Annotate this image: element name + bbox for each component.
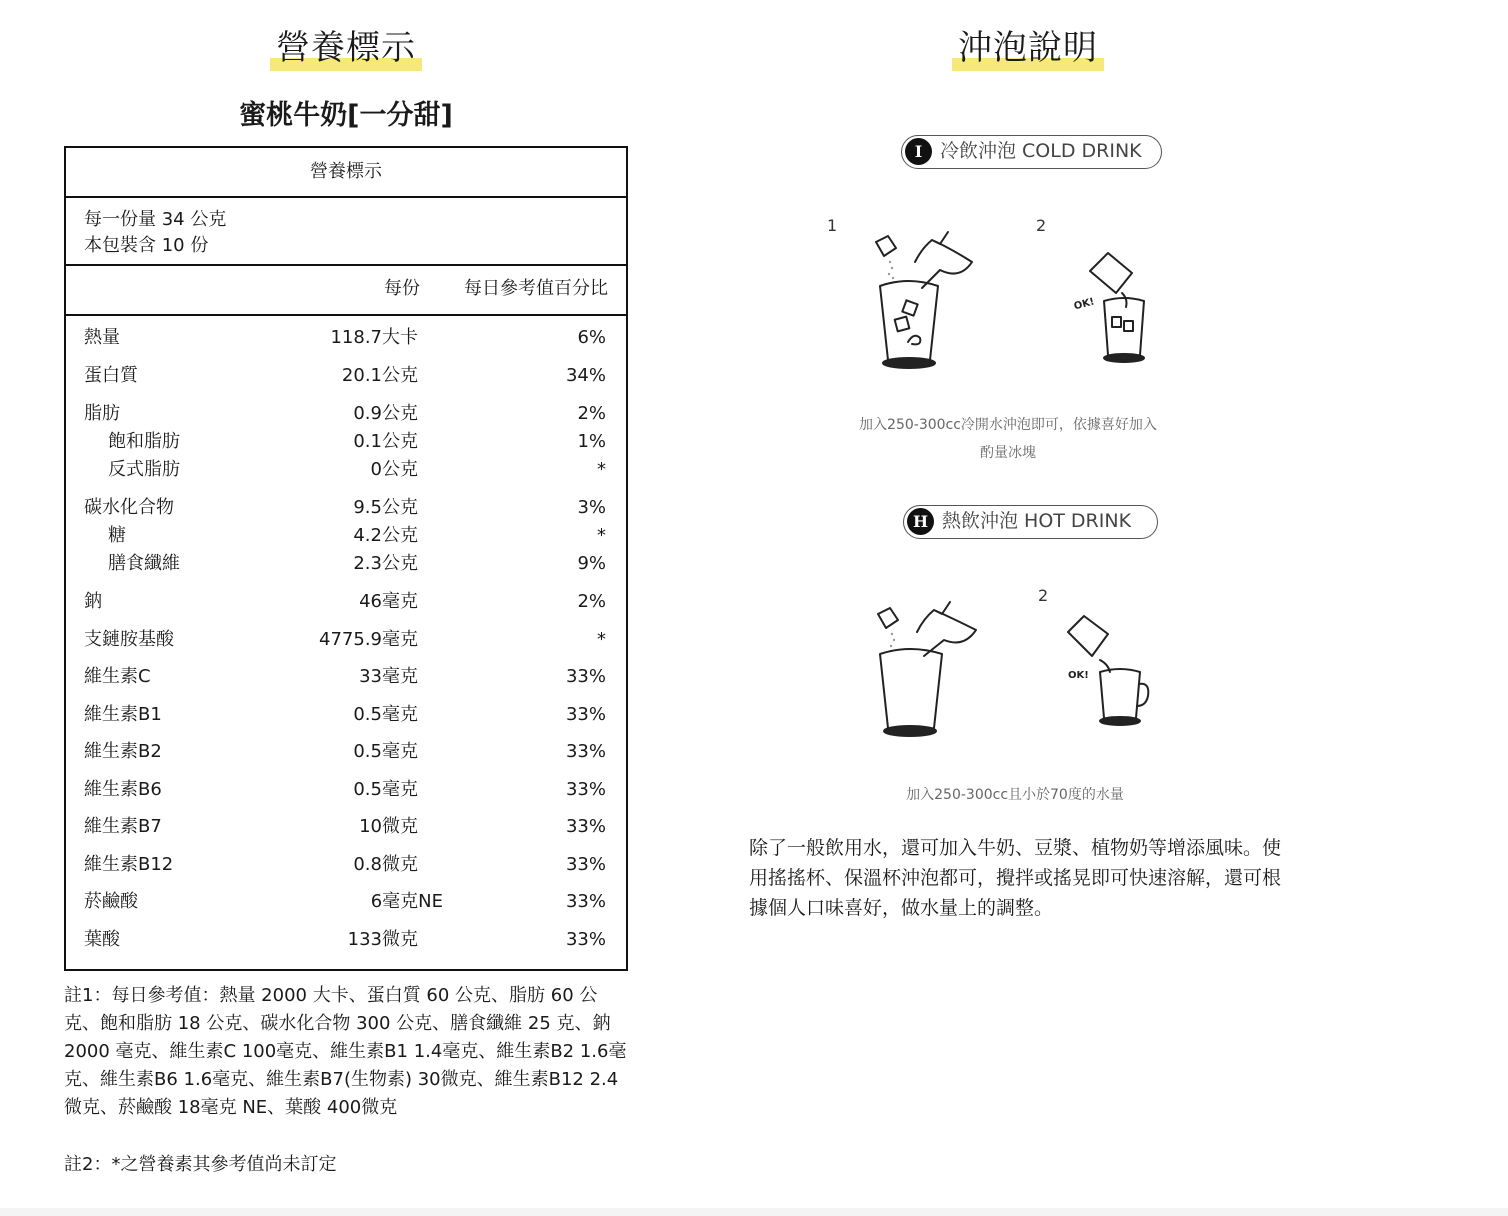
- servings-per-pack: 本包裝含 10 份: [84, 235, 209, 256]
- note-1: [64, 982, 630, 1122]
- col-per-serving: 每份: [384, 278, 420, 299]
- note-1-line: 微克、菸鹼酸 18毫克 NE、葉酸 400微克: [64, 1097, 398, 1118]
- nutrient-row: [66, 524, 626, 548]
- nutrient-daily-percent: 9%: [577, 553, 606, 574]
- hot-pour-illustration: [862, 594, 992, 744]
- note-2: 註2：*之營養素其參考值尚未訂定: [64, 1154, 337, 1175]
- nutrient-row: [66, 326, 626, 350]
- nutrient-row: [66, 590, 626, 614]
- nutrient-name: 維生素B2: [84, 741, 162, 762]
- nutrient-amount: 0.9公克: [353, 403, 418, 424]
- nutrient-amount: 2.3公克: [353, 553, 418, 574]
- nutrient-name: 維生素B12: [84, 854, 174, 875]
- nutrition-heading: 營養標示: [276, 28, 416, 68]
- nutrient-row: [66, 740, 626, 764]
- column-header: [66, 264, 626, 316]
- nutrient-row: [66, 496, 626, 520]
- nutrient-daily-percent: 33%: [565, 741, 606, 762]
- note-1-line: 2000 毫克、維生素C 100毫克、維生素B1 1.4毫克、維生素B2 1.6毫: [64, 1041, 627, 1062]
- note-1-line: 克、飽和脂肪 18 公克、碳水化合物 300 公克、膳食纖維 25 克、鈉: [64, 1013, 611, 1034]
- nutrient-row: [66, 665, 626, 689]
- nutrient-row: [66, 628, 626, 652]
- nutrient-daily-percent: 2%: [577, 591, 606, 612]
- cold-pour-illustration: [860, 222, 990, 372]
- cold-caption-line: 加入250-300cc冷開水沖泡即可，依據喜好加入: [859, 417, 1157, 433]
- nutrient-row: [66, 853, 626, 877]
- nutrient-amount: 4.2公克: [353, 525, 418, 546]
- cold-shaken-cup-illustration: [1070, 245, 1170, 370]
- nutrient-daily-percent: *: [597, 459, 606, 480]
- nutrient-row: [66, 815, 626, 839]
- nutrient-amount: 0公克: [370, 459, 418, 480]
- description-line: 用搖搖杯、保溫杯沖泡都可，攪拌或搖晃即可快速溶解，還可根: [749, 867, 1282, 889]
- nutrient-name: 糖: [108, 525, 126, 546]
- nutrient-row: [66, 552, 626, 576]
- nutrient-amount: 9.5公克: [353, 497, 418, 518]
- cold-step-1: 1: [827, 216, 838, 235]
- nutrient-row: [66, 402, 626, 426]
- nutrient-row: [66, 703, 626, 727]
- bottom-band: [0, 1208, 1508, 1216]
- nutrient-daily-percent: 33%: [565, 816, 606, 837]
- cold-caption-line: 酌量冰塊: [980, 445, 1036, 461]
- nutrient-name: 維生素B6: [84, 779, 162, 800]
- nutrient-daily-percent: 33%: [565, 779, 606, 800]
- nutrient-name: 維生素C: [84, 666, 151, 687]
- cold-ok-text: OK!: [1072, 296, 1096, 313]
- nutrient-name: 維生素B7: [84, 816, 162, 837]
- nutrient-name: 熱量: [84, 327, 120, 348]
- cold-step-2: 2: [1036, 216, 1047, 235]
- nutrient-amount: 46毫克: [359, 591, 418, 612]
- nutrient-amount: 6毫克NE: [370, 891, 443, 912]
- nutrient-row: [66, 890, 626, 914]
- nutrient-daily-percent: 33%: [565, 854, 606, 875]
- nutrient-amount: 20.1公克: [341, 365, 418, 386]
- nutrient-amount: 4775.9毫克: [319, 629, 418, 650]
- nutrient-name: 葉酸: [84, 929, 120, 950]
- hot-badge-icon: H: [907, 508, 934, 535]
- nutrient-row: [66, 364, 626, 388]
- nutrient-name: 膳食纖維: [108, 553, 180, 574]
- nutrient-name: 維生素B1: [84, 704, 162, 725]
- nutrient-name: 蛋白質: [84, 365, 138, 386]
- nutrient-name: 鈉: [84, 591, 102, 612]
- nutrient-daily-percent: 6%: [577, 327, 606, 348]
- nutrient-amount: 0.5毫克: [353, 741, 418, 762]
- nutrient-amount: 0.1公克: [353, 431, 418, 452]
- cold-drink-label: I 冷飲沖泡 COLD DRINK: [901, 135, 1162, 169]
- description-line: 除了一般飲用水，還可加入牛奶、豆漿、植物奶等增添風味。使: [749, 837, 1282, 859]
- serving-size: 每一份量 34 公克: [84, 209, 227, 230]
- hot-caption: 加入250-300cc且小於70度的水量: [906, 787, 1124, 803]
- nutrient-daily-percent: 1%: [577, 431, 606, 452]
- nutrient-name: 菸鹼酸: [84, 891, 138, 912]
- note-1-line: 註1：每日參考值：熱量 2000 大卡、蛋白質 60 公克、脂肪 60 公: [64, 985, 598, 1006]
- nutrient-row: [66, 778, 626, 802]
- hot-ok-text: OK!: [1068, 670, 1089, 681]
- nutrient-daily-percent: 3%: [577, 497, 606, 518]
- description-line: 據個人口味喜好，做水量上的調整。: [749, 897, 1054, 919]
- nutrient-daily-percent: 33%: [565, 666, 606, 687]
- nutrient-daily-percent: 34%: [565, 365, 606, 386]
- note-1-line: 克、維生素B6 1.6毫克、維生素B7(生物素) 30微克、維生素B12 2.4: [64, 1069, 619, 1090]
- nutrient-name: 反式脂肪: [108, 459, 180, 480]
- hot-cup-illustration: [1060, 612, 1160, 732]
- nutrient-amount: 133微克: [347, 929, 418, 950]
- nutrient-amount: 0.8微克: [353, 854, 418, 875]
- nutrient-daily-percent: *: [597, 629, 606, 650]
- nutrient-amount: 33毫克: [359, 666, 418, 687]
- product-title: 蜜桃牛奶[一分甜]: [239, 100, 453, 131]
- nutrient-amount: 118.7大卡: [330, 327, 418, 348]
- nutrient-name: 支鏈胺基酸: [84, 629, 174, 650]
- col-daily-value: 每日參考值百分比: [464, 278, 608, 299]
- hot-drink-label: H 熱飲沖泡 HOT DRINK: [903, 505, 1158, 539]
- nutrient-amount: 10微克: [359, 816, 418, 837]
- nutrient-amount: 0.5毫克: [353, 704, 418, 725]
- cold-caption: [800, 411, 1216, 467]
- hot-step-2: 2: [1038, 586, 1049, 605]
- nutrient-daily-percent: 33%: [565, 704, 606, 725]
- nutrient-daily-percent: 33%: [565, 891, 606, 912]
- nutrient-row: [66, 928, 626, 952]
- table-title: 營養標示: [66, 148, 626, 198]
- nutrient-name: 脂肪: [84, 403, 120, 424]
- nutrient-row: [66, 430, 626, 454]
- nutrient-row: [66, 458, 626, 482]
- nutrient-name: 飽和脂肪: [108, 431, 180, 452]
- nutrient-daily-percent: *: [597, 525, 606, 546]
- nutrient-amount: 0.5毫克: [353, 779, 418, 800]
- nutrient-name: 碳水化合物: [84, 497, 174, 518]
- brewing-description: [749, 833, 1319, 923]
- cold-badge-icon: I: [905, 138, 932, 165]
- nutrient-daily-percent: 33%: [565, 929, 606, 950]
- nutrient-daily-percent: 2%: [577, 403, 606, 424]
- nutrition-table: [64, 146, 628, 971]
- brewing-heading: 沖泡說明: [958, 28, 1098, 68]
- serving-info: [66, 196, 626, 266]
